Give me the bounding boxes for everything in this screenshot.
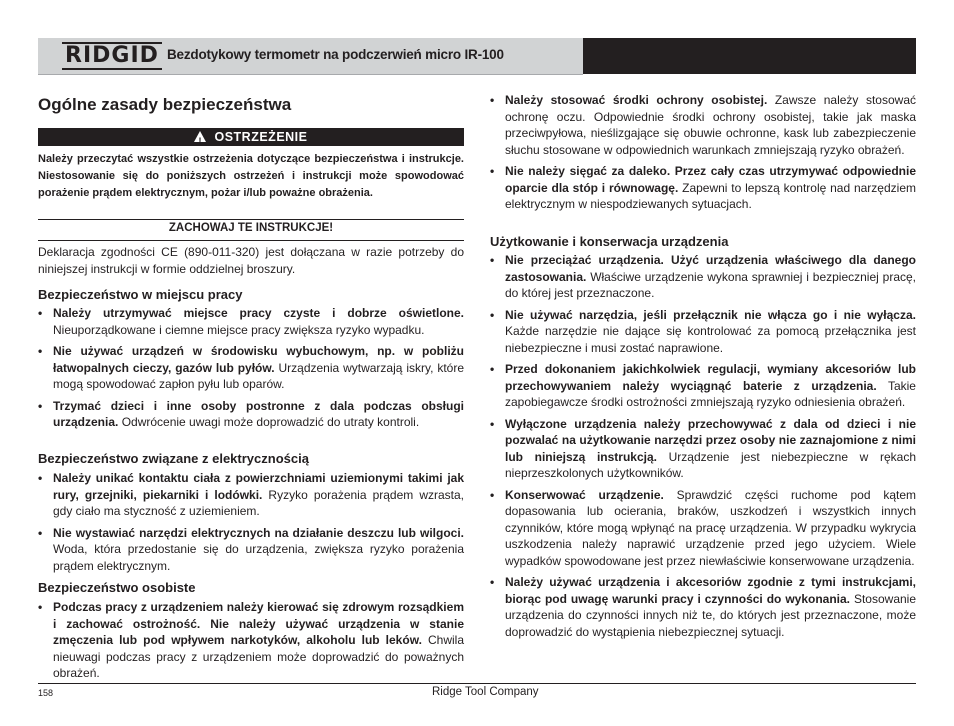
footer-divider [38,683,916,684]
header-divider [38,74,583,75]
list-item: • Należy stosować środki ochrony osobistej. Zawsze należy stosować ochronę oczu. Odpowiednie środki ochrony osobistej, takie jak maska przeciwpyłowa, nieślizgające się obuwie ochronne, kask lub zabezpieczenie słuchu stosowane w odpowiednich warunkach zmniejszają ryzyko obrażeń. [490,92,916,158]
list-item: • Nie przeciążać urządzenia. Użyć urządzenia właściwego dla danego zastosowania. Właściwe urządzenie wykona sprawniej i bezpieczniej pracę, do której jest przeznaczone. [490,252,916,302]
page-number: 158 [38,688,54,698]
list-item: • Nie wystawiać narzędzi elektrycznych na działanie deszczu lub wilgoci. Woda, która przedostanie się do urządzenia, zwiększa ryzyko porażenia prądem elektrycznym. [38,525,464,575]
electrical-list [38,470,464,574]
list-item: • Podczas pracy z urządzeniem należy kierować się zdrowym rozsądkiem i zachować ostrożność. Nie należy używać urządzenia w stanie zmęczenia lub pod wpływem narkotyków, alkoholu lub leków. Chwila nieuwagi podczas pracy z urządzeniem może doprowadzić do poważnych obrażeń. [38,599,464,682]
header-black-band [583,38,916,74]
workplace-list [38,305,464,431]
list-item: • Konserwować urządzenie. Sprawdzić części ruchome pod kątem dopasowania lub ocierania, braków, uszkodzeń i wszystkich innych czynników, które mogą wpłynąć na pracę urządzenia. W przypadku wykrycia uszkodzenia należy naprawić urządzenie przed jego użyciem. Wiele wypadków spowodowane jest przez niewłaściwie konserwowane urządzenia. [490,487,916,570]
maintenance-list [490,252,916,640]
list-item: • Nie używać narzędzia, jeśli przełącznik nie włącza go i nie wyłącza. Każde narzędzie nie dające się kontrolować za pomocą przełącznika jest niebezpieczne i musi zostać naprawione. [490,307,916,357]
declaration-text: Deklaracja zgodności CE (890-011-320) jest dołączana w razie potrzeby do niniejszej instrukcji w formie oddzielnej broszury. [38,245,464,276]
list-item: • Nie należy sięgać za daleko. Przez cały czas utrzymywać odpowiednie oparcie dla stóp i równowagę. Zapewni to lepszą kontrolę nad narzędziem elektrycznym w niespodziewanych sytuacjach. [490,163,916,213]
list-item: • Należy używać urządzenia i akcesoriów zgodnie z tymi instrukcjami, biorąc pod uwagę warunki pracy i czynności do wykonania. Stosowanie urządzenia do czynności innych niż te, do których jest przeznaczone, może doprowadzić do wystąpienia niebezpiecznej sytuacji. [490,574,916,640]
personal-title: Bezpieczeństwo osobiste [38,580,196,595]
ridgid-logo: RIDGID [62,42,162,70]
header-title: Bezdotykowy termometr na podczerwień micro IR-100 [167,47,504,62]
list-item: • Wyłączone urządzenia należy przechowywać z dala od dzieci i nie pozwalać na użytkowanie narzędzi przez osoby nie zaznajomione z nimi lub niniejszą instrukcją. Urządzenie jest niebezpieczne w rękach nieprzeszkolonych użytkowników. [490,416,916,482]
warning-triangle-icon [194,131,206,142]
keep-instructions: ZACHOWAJ TE INSTRUKCJE! [168,222,334,234]
list-item: • Trzymać dzieci i inne osoby postronne z dala podczas obsługi urządzenia. Odwrócenie uwagi może doprowadzić do utraty kontroli. [38,398,464,431]
list-item: • Nie używać urządzeń w środowisku wybuchowym, np. w pobliżu łatwopalnych cieczy, gazów lub pyłów. Urządzenia wytwarzają iskry, które mogą spowodować zapłon pyłu lub oparów. [38,343,464,393]
personal-list-right [490,92,916,213]
warning-label: OSTRZEŻENIE [214,130,308,144]
keep-divider-top [38,219,464,220]
workplace-title: Bezpieczeństwo w miejscu pracy [38,287,243,302]
page-header [38,38,916,74]
keep-divider-bottom [38,240,464,241]
warning-text: Należy przeczytać wszystkie ostrzeżenia dotyczące bezpieczeństwa i instrukcje. Niestosowanie się do poniższych ostrzeżeń i instrukcji może spowodować porażenie prądem elektrycznym, pożar i/lub poważne obrażenia. [38,153,464,199]
maintenance-title: Użytkowanie i konserwacja urządzenia [490,234,729,249]
list-item: • Przed dokonaniem jakichkolwiek regulacji, wymiany akcesoriów lub przechowywaniem należy wyciągnąć baterie z urządzenia. Takie zapobiegawcze środki ostrożności zmniejszają ryzyko odniesienia obrażeń. [490,361,916,411]
list-item: • Należy unikać kontaktu ciała z powierzchniami uziemionymi takimi jak rury, grzejniki, piekarniki i lodówki. Ryzyko porażenia prądem wzrasta, gdy ciało ma styczność z uziemieniem. [38,470,464,520]
personal-list-left [38,599,464,682]
electrical-title: Bezpieczeństwo związane z elektrycznością [38,451,309,466]
section-title: Ogólne zasady bezpieczeństwa [38,95,292,114]
list-item: • Należy utrzymywać miejsce pracy czyste i dobrze oświetlone. Nieuporządkowane i ciemne miejsce pracy zwiększa ryzyko wypadku. [38,305,464,338]
warning-bar [38,128,464,146]
company-name: Ridge Tool Company [432,686,539,698]
